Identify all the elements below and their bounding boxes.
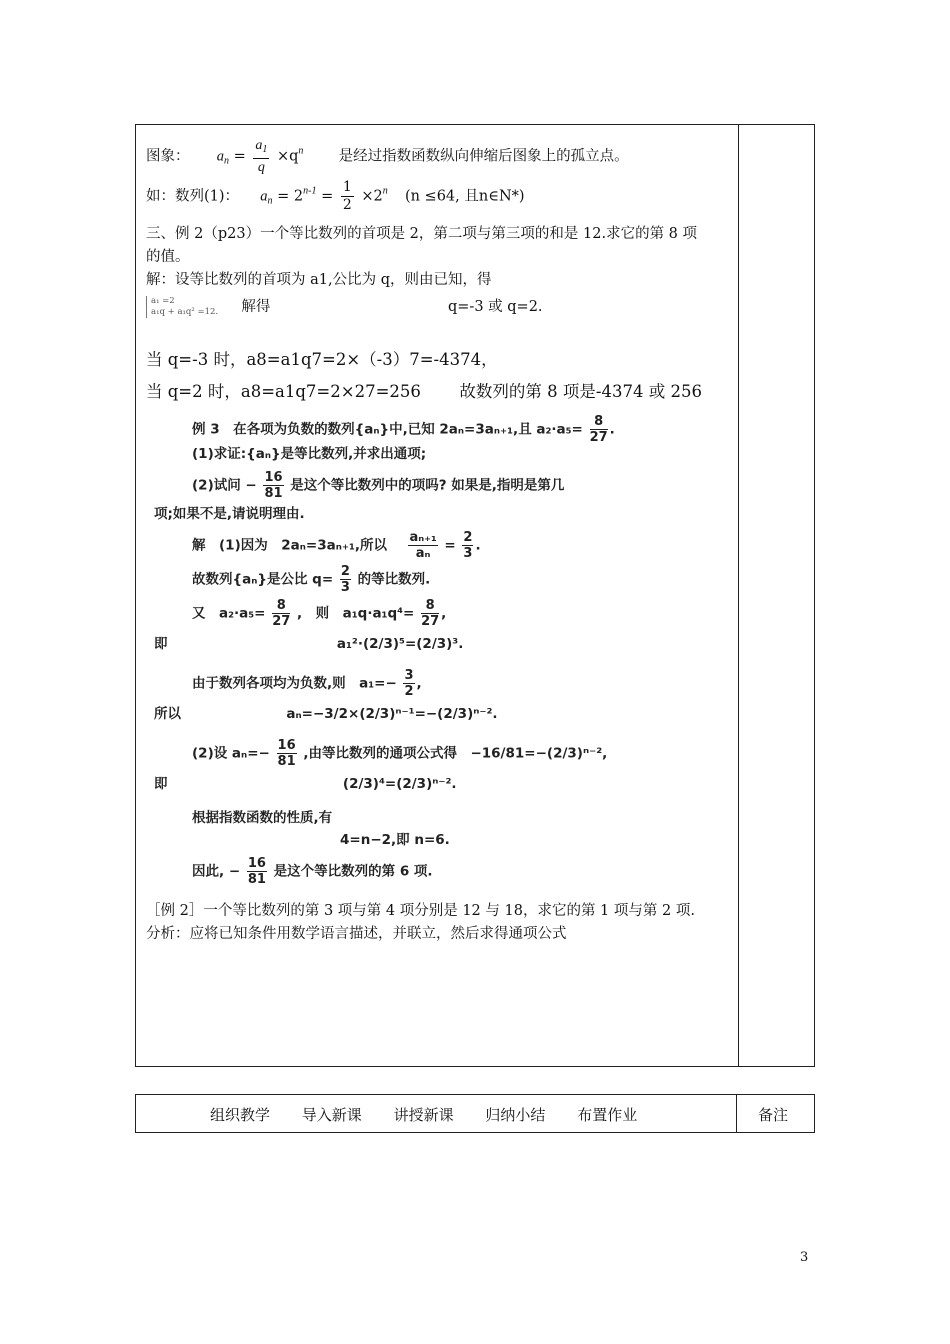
case-q-minus-3: 当 q=-3 时，a8=a1q7=2×（-3）7=-4374， bbox=[146, 350, 498, 369]
example-2b: ［例 2］一个等比数列的第 3 项与第 4 项分别是 12 与 18，求它的第 1 项与第 2 项. 分析：应将已知条件用数学语言描述，并联立，然后求得通项公式 bbox=[146, 903, 695, 942]
lesson-content-box bbox=[135, 124, 815, 1067]
equation-system: a₁ =2 a₁q + a₁q² =12. 解得 q=-3 或 q=2. bbox=[146, 292, 731, 334]
lesson-content bbox=[146, 137, 731, 946]
notes-column bbox=[738, 125, 739, 1066]
system-of-equations: a₁ =2 a₁q + a₁q² =12. bbox=[146, 296, 218, 318]
page-number: 3 bbox=[800, 1250, 809, 1265]
fraction: $\frac{a_1}{q}$ bbox=[255, 138, 268, 175]
example-3-image: 例 3 在各项为负数的数列{aₙ}中,已知 2aₙ=3aₙ₊₁,且 a₂·a₅= $\frac{8}{27}$ . (1)求证:{aₙ}是等比数列,并求出通项; (2)试问 − $\frac{16}{81}$ 是这个等比数列中的项吗? 如果是,指明是第几 项;如果不是,请说明理由. 解 (1)因为 2aₙ=3aₙ₊₁,所以 $\frac{\text{aₙ₊₁}}{\text{aₙ}}$ = $\frac{2}{3}$ . 故数列{aₙ}是公比 q= $\frac{2}{3}$ 的等比数列. 又 a₂·a₅= $\frac{8}{27}$ , 则 a₁q·a₁q⁴= $\frac{8}{27}$ , 即 a₁²·(2/3)⁵=(2/3)³. 由于数列各项均为负数,则 a₁=− $\frac{3}{2}$ , 所以 aₙ=−3/2×(2/3)ⁿ⁻¹=−(2/3)ⁿ⁻². (2)设 aₙ=− $\frac{16}{81}$ ,由等比数列的通项公式得 −16/81=−(2/3)ⁿ⁻², 即 (2/3)⁴=(2/3)ⁿ⁻². 根据指数函数的性质,有 4=n−2,即 n=6. 因此, − $\frac{16}{81}$ 是这个等比数列的第 6 项. bbox=[154, 414, 615, 887]
lesson-phases bbox=[210, 1104, 664, 1125]
example-2-conclusion: 故数列的第 8 项是-4374 或 256 bbox=[459, 382, 702, 401]
remark-label: 备注 bbox=[758, 1106, 789, 1124]
case-q-2: 当 q=2 时，a8=a1q7=2×27=256 bbox=[146, 382, 421, 401]
fraction: $\frac{1}{2}$ bbox=[342, 179, 352, 213]
phase-homework: 布置作业 bbox=[577, 1106, 638, 1124]
graph-description: 图象： $a_n$ = $\frac{a_1}{q}$ $\times q^n$ 是经过指数函数纵向伸缩后图象上的孤立点。 bbox=[146, 138, 629, 175]
example-2-solution: 解：设等比数列的首项为 a1,公比为 q，则由已知，得 bbox=[146, 272, 492, 288]
phase-introduce: 导入新课 bbox=[301, 1106, 362, 1124]
phase-organize: 组织教学 bbox=[210, 1106, 271, 1124]
phase-teach: 讲授新课 bbox=[393, 1106, 454, 1124]
phase-summarize: 归纳小结 bbox=[485, 1106, 546, 1124]
example-2-title: 三、例 2（p23）一个等比数列的首项是 2，第二项与第三项的和是 12.求它的第 8 项 的值。 bbox=[146, 226, 698, 265]
sequence-example: 如：数列(1)： $a_n = 2^{n-1}$ = $\frac{1}{2}$ $\times 2^n$ (n ≤64, 且n∈N*) bbox=[146, 179, 525, 213]
lesson-structure-table bbox=[135, 1094, 815, 1133]
